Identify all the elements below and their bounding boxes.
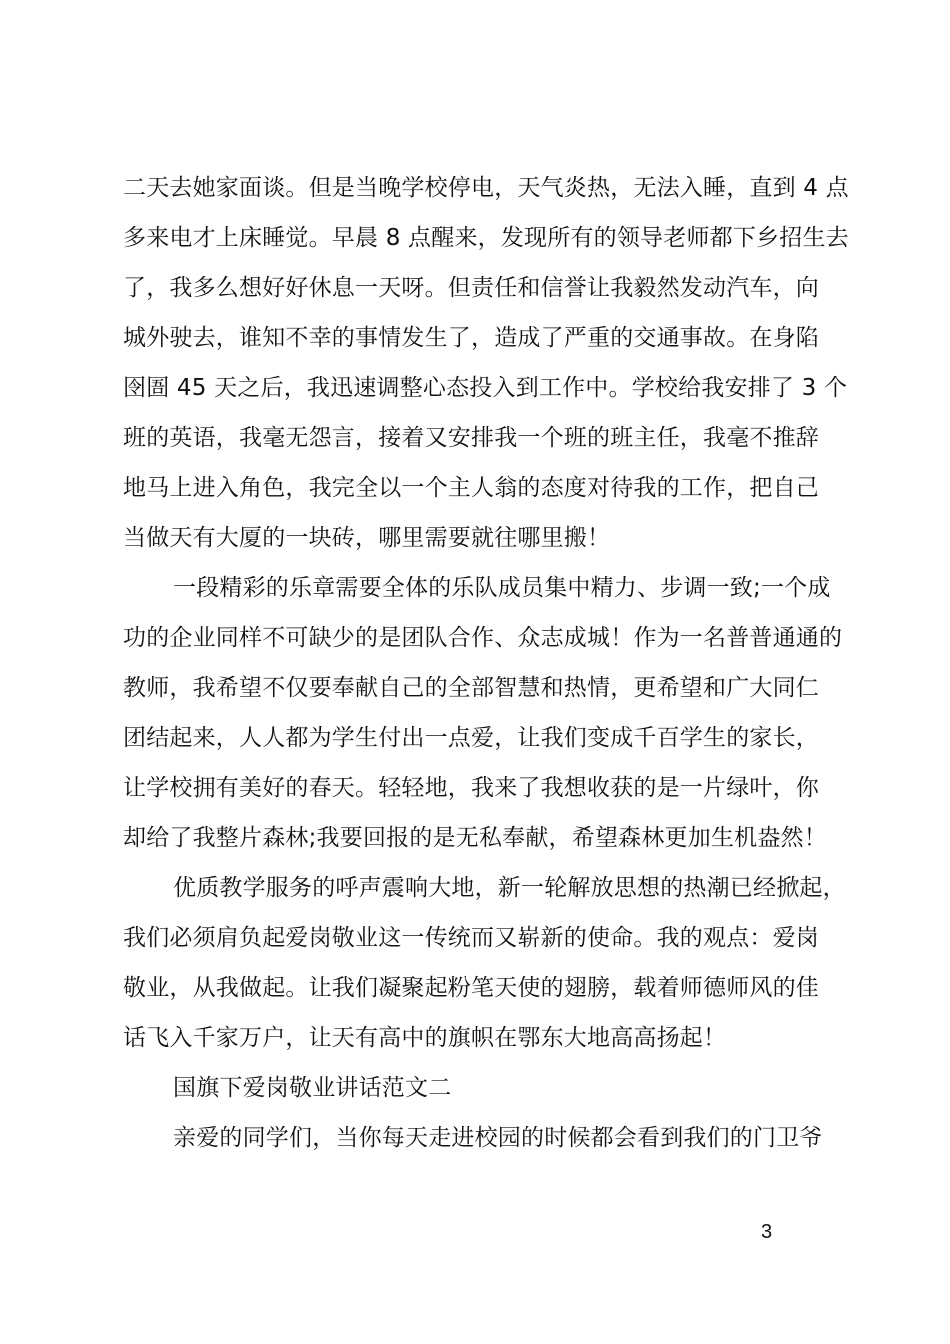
text-line-8: 当做天有大厦的一块砖，哪里需要就往哪里搬！ xyxy=(123,525,611,551)
paragraph-start-line: 优质教学服务的呼声震响大地，新一轮解放思想的热潮已经掀起， xyxy=(173,875,846,901)
text-line-4: 城外驶去，谁知不幸的事情发生了，造成了严重的交通事故。在身陷 xyxy=(123,325,819,351)
text-line-10: 功的企业同样不可缺少的是团队合作、众志成城！作为一名普普通通的 xyxy=(123,625,843,651)
paragraph-start-line: 亲爱的同学们，当你每天走进校园的时候都会看到我们的门卫爷 xyxy=(173,1125,823,1151)
text-line-3: 了，我多么想好好休息一天呀。但责任和信誉让我毅然发动汽车，向 xyxy=(123,275,819,301)
text-line-14: 却给了我整片森林;我要回报的是无私奉献，希望森林更加生机盎然！ xyxy=(123,825,827,851)
paragraph-start-line: 一段精彩的乐章需要全体的乐队成员集中精力、步调一致;一个成 xyxy=(173,575,831,601)
text-line-2: 多来电才上床睡觉。早晨 8 点醒来，发现所有的领导老师都下乡招生去 xyxy=(123,225,849,251)
text-line-16: 我们必须肩负起爱岗敬业这一传统而又崭新的使命。我的观点：爱岗 xyxy=(123,925,819,951)
page-number: 3 xyxy=(761,1221,773,1243)
text-line-11: 教师，我希望不仅要奉献自己的全部智慧和热情，更希望和广大同仁 xyxy=(123,675,819,701)
text-line-12: 团结起来，人人都为学生付出一点爱，让我们变成千百学生的家长， xyxy=(123,725,819,751)
text-line-7: 地马上进入角色，我完全以一个主人翁的态度对待我的工作，把自己 xyxy=(123,475,819,501)
text-line-13: 让学校拥有美好的春天。轻轻地，我来了我想收获的是一片绿叶，你 xyxy=(123,775,819,801)
text-line-17: 敬业，从我做起。让我们凝聚起粉笔天使的翅膀，载着师德师风的佳 xyxy=(123,975,819,1001)
text-line-18: 话飞入千家万户，让天有高中的旗帜在鄂东大地高高扬起！ xyxy=(123,1025,727,1051)
text-line-1: 二天去她家面谈。但是当晚学校停电，天气炎热，无法入睡，直到 4 点 xyxy=(123,175,849,201)
text-line-5: 囹圄 45 天之后，我迅速调整心态投入到工作中。学校给我安排了 3 个 xyxy=(123,375,848,401)
section-heading: 国旗下爱岗敬业讲话范文二 xyxy=(173,1075,452,1101)
text-line-6: 班的英语，我毫无怨言，接着又安排我一个班的班主任，我毫不推辞 xyxy=(123,425,819,451)
